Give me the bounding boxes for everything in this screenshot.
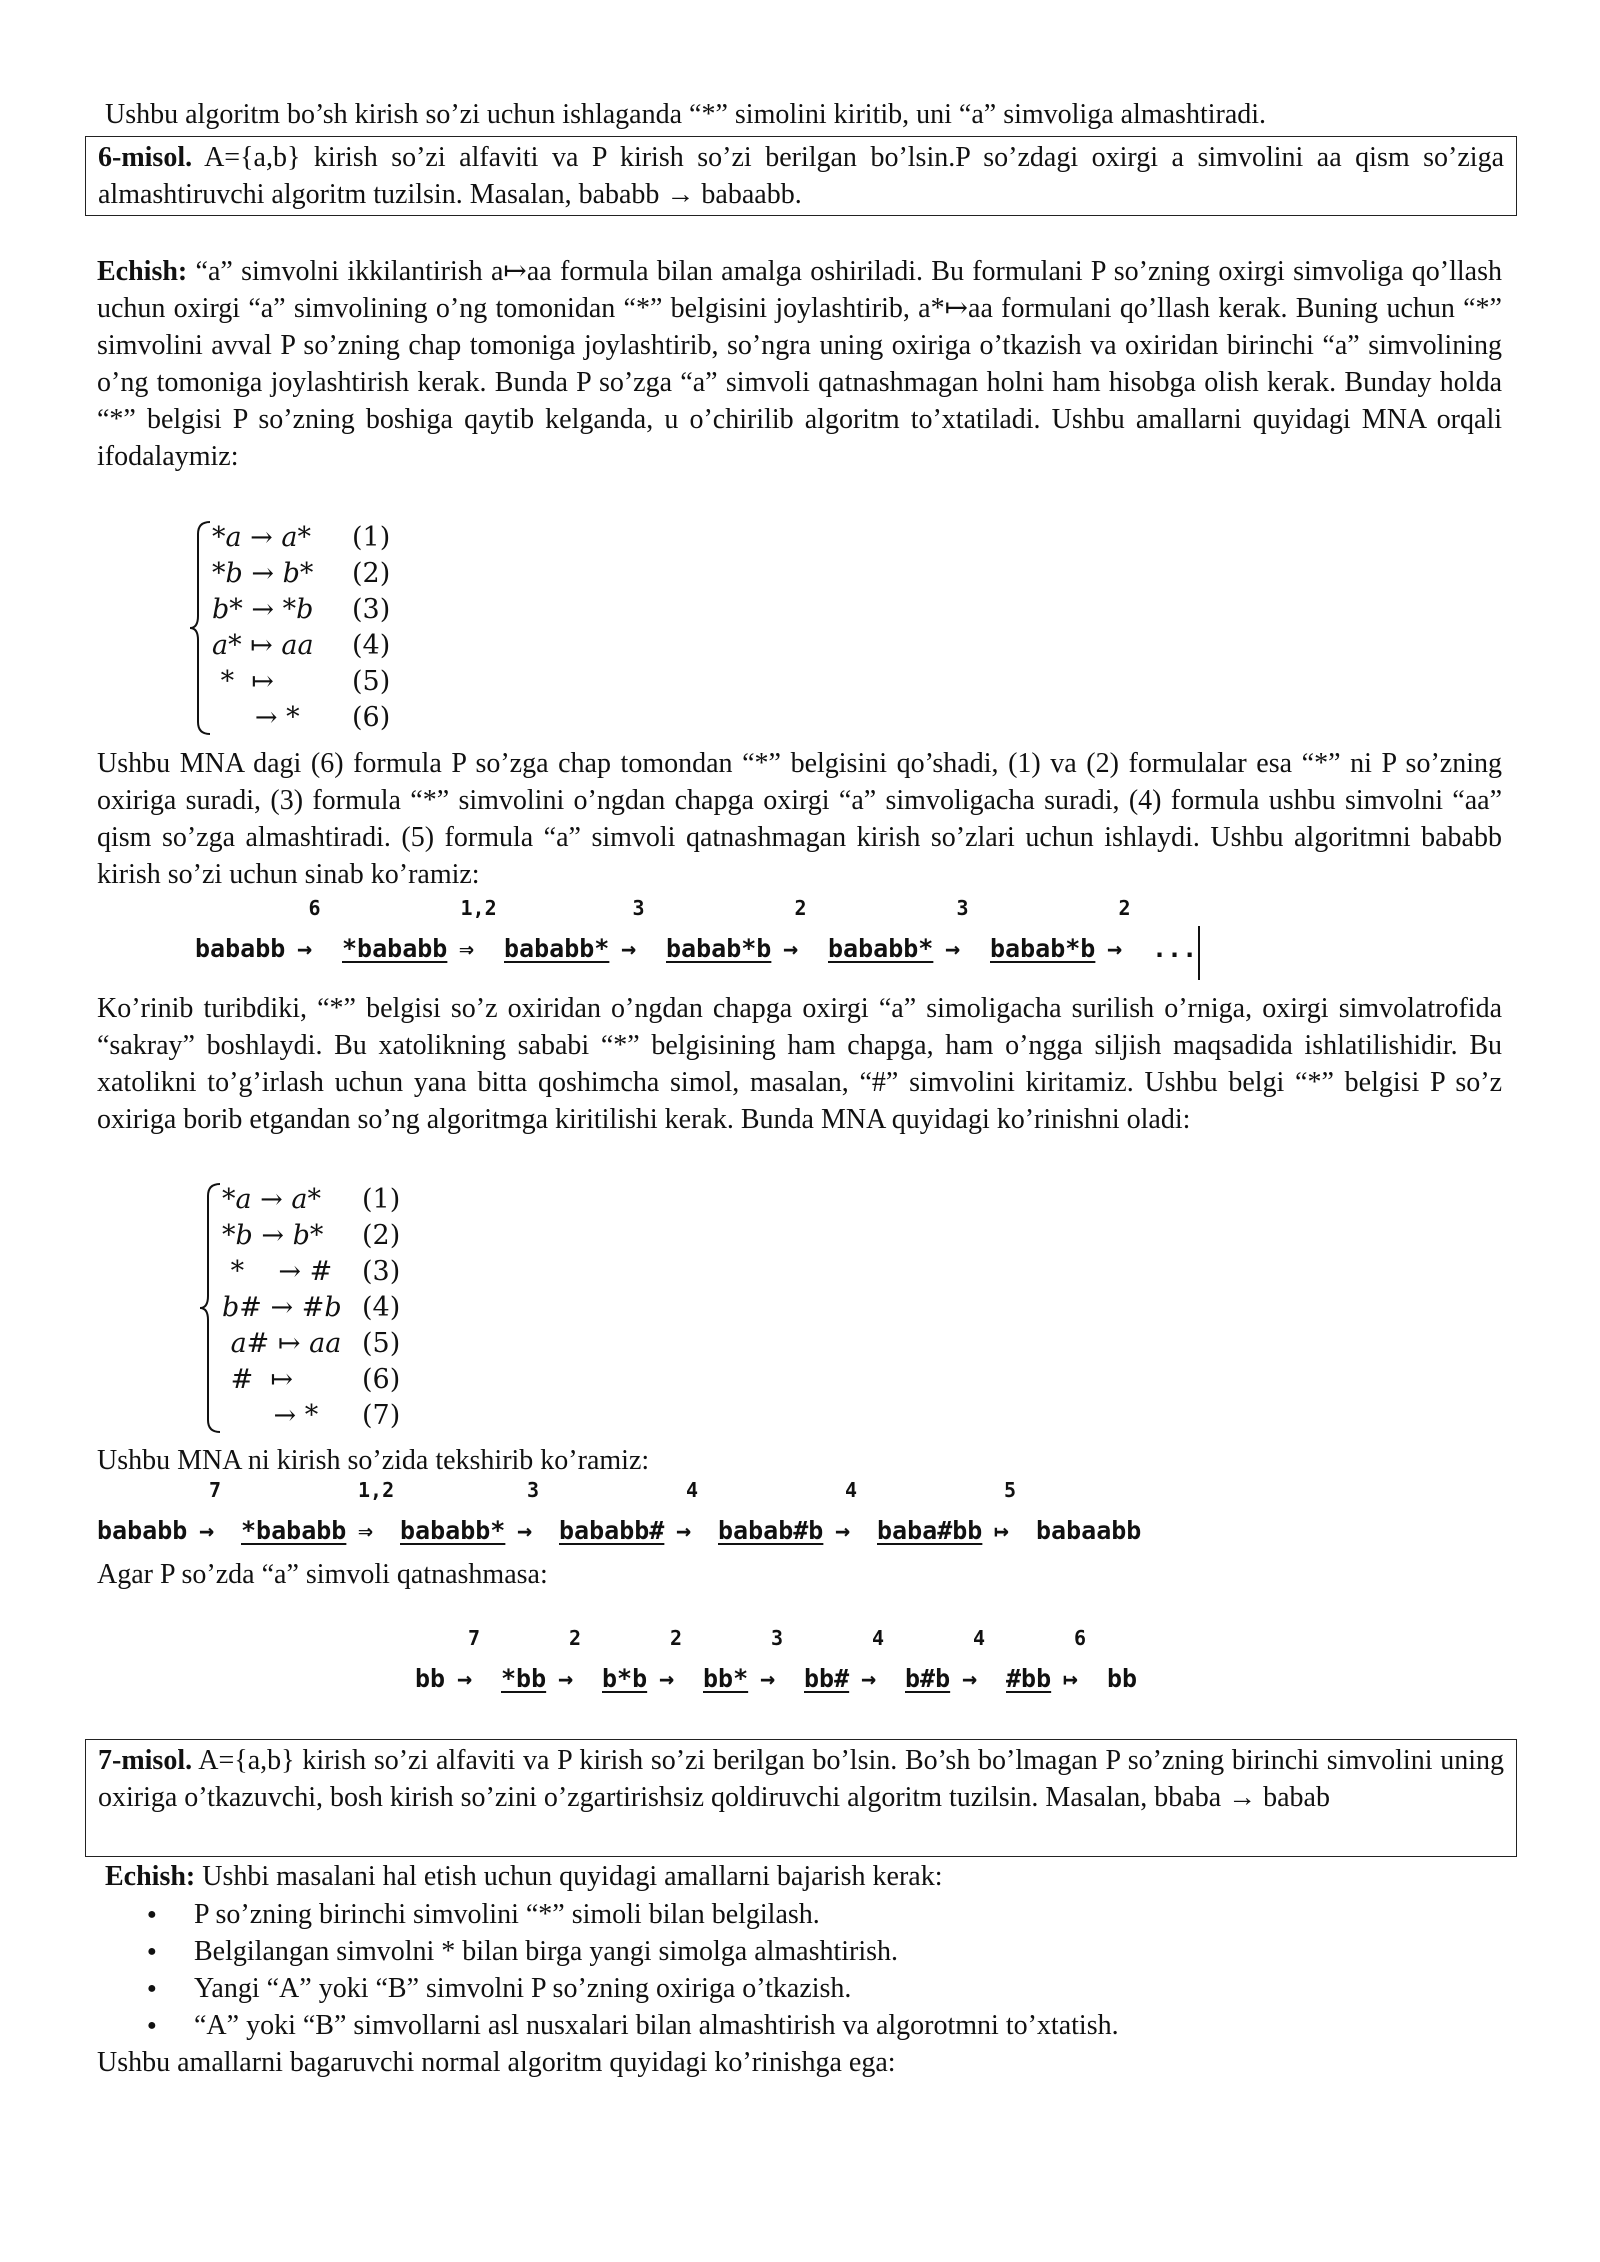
trace-word: bababb* [828, 934, 934, 963]
step-number: 3 [771, 1626, 784, 1650]
trace-arrow: ↦ [994, 1516, 1010, 1545]
mna-system-1 [190, 520, 430, 736]
trace-arrow: → [962, 1664, 978, 1693]
solution7-text: Ushbi masalani hal etish uchun quyidagi amallarni bajarish kerak: [195, 1861, 943, 1892]
step-number: 3 [527, 1478, 540, 1502]
trace-word: babab*b [666, 934, 772, 963]
intro-line: Ushbu algoritm bo’sh kirish so’zi uchun ishlaganda “*” simolini kiritib, uni “a” simvoliga almashtiradi. [105, 99, 1267, 130]
trace-3 [415, 1626, 1315, 1706]
rule-number: (2) [352, 558, 391, 589]
rule-number: (5) [362, 1328, 401, 1359]
solution6-text: “a” simvolni ikkilantirish a↦aa formula bilan amalga oshiriladi. Bu formulani P so’zning oxirgi simvoliga qo’llash uchun oxirgi “a” simvolining o’ng tomonidan “*” belgisini joylashtirib, a*↦aa formulani qo’llash kerak. Buning uchun “*” simvolini avval P so’zning chap tomoniga joylashtirib, so’ngra uning oxiriga o’tkazish va oxiridan birinchi “a” simvolining o’ng tomoniga joylashtirish kerak. Bunda P so’zga “a” simvoli qatnashmagan holni ham hisobga olish kerak. Bunday holda “*” belgisi P so’zning boshiga qaytib kelganda, u o’chirilib algoritm to’xtatiladi. Ushbu amallarni quyidagi MNA orqali ifodalaymiz: [97, 256, 1502, 472]
rule-formula: a# ↦ aa [222, 1328, 342, 1359]
trace-arrow: → [760, 1664, 776, 1693]
step-number: 3 [632, 896, 645, 920]
trace-word: bababb# [559, 1516, 665, 1545]
mna-rule [222, 1254, 401, 1290]
rule-formula: *a → a* [212, 522, 311, 553]
trace-arrow: → [835, 1516, 851, 1545]
end-bar [1198, 926, 1200, 980]
list-item: ● Yangi “A” yoki “B” simvolni P so’zning oxiriga o’tkazish. [97, 1970, 1119, 2007]
step-number: 4 [845, 1478, 858, 1502]
step-number: 7 [209, 1478, 222, 1502]
trace-1 [195, 896, 1345, 986]
example6-label: 6-misol. [98, 142, 193, 173]
trace-word: babab*b [990, 934, 1096, 963]
mna-rule [212, 520, 391, 556]
mna-rule [222, 1362, 401, 1398]
no-a-line: Agar P so’zda “a” simvoli qatnashmasa: [97, 1559, 548, 1590]
trace-word: baba#bb [877, 1516, 983, 1545]
step-number: 2 [569, 1626, 582, 1650]
step-number: 7 [468, 1626, 481, 1650]
rule-formula: a* ↦ aa [212, 630, 314, 661]
rule-formula: * → # [222, 1256, 333, 1287]
solution6-label: Echish: [97, 256, 188, 287]
rule-number: (6) [362, 1364, 401, 1395]
trace-arrow: → [297, 934, 313, 963]
example6-box [85, 136, 1517, 216]
rule-number: (7) [362, 1400, 401, 1431]
left-brace-icon [200, 1182, 222, 1434]
trace-word: #bb [1006, 1664, 1052, 1693]
mna-rule [222, 1182, 401, 1218]
trace-arrow: → [457, 1664, 473, 1693]
trace-arrow: → [659, 1664, 675, 1693]
list-item: ● “A” yoki “B” simvollarni asl nusxalari bilan almashtirish va algorotmni to’xtatish. [97, 2007, 1119, 2044]
step-number: 6 [1074, 1626, 1087, 1650]
rule-number: (1) [352, 522, 391, 553]
step-number: 4 [872, 1626, 885, 1650]
rule-formula: *b → b* [222, 1220, 324, 1251]
rule-number: (3) [352, 594, 391, 625]
rule-number: (2) [362, 1220, 401, 1251]
mna-rule [212, 628, 391, 664]
trace-arrow: → [676, 1516, 692, 1545]
mna-rule [222, 1290, 401, 1326]
step-number: 3 [956, 896, 969, 920]
rule-formula: → * [212, 702, 300, 733]
trace-word: bababb [195, 934, 286, 963]
mna-rule [212, 592, 391, 628]
step-number: 4 [686, 1478, 699, 1502]
rule-number: (4) [362, 1292, 401, 1323]
trace-arrow: → [1107, 934, 1123, 963]
rule-formula: *a → a* [222, 1184, 321, 1215]
mna-rule [212, 556, 391, 592]
rule-number: (1) [362, 1184, 401, 1215]
step-number: 1,2 [460, 896, 497, 920]
step-number: 2 [1118, 896, 1131, 920]
steps-list [97, 1896, 1119, 2044]
trace-word: babab#b [718, 1516, 824, 1545]
trace-word: bababb [97, 1516, 188, 1545]
trace-word: ... [1152, 934, 1198, 963]
trace-2 [97, 1478, 1277, 1558]
trace-word: bb# [804, 1664, 850, 1693]
step-number: 1,2 [358, 1478, 395, 1502]
list-item: ● P so’zning birinchi simvolini “*” simoli bilan belgilash. [97, 1896, 1119, 1933]
solution6-paragraph [97, 253, 1502, 475]
trace-word: babaabb [1036, 1516, 1142, 1545]
trace-word: bababb* [400, 1516, 506, 1545]
trace-arrow: ↦ [1063, 1664, 1079, 1693]
trace-arrow: → [517, 1516, 533, 1545]
mna-rule [212, 700, 391, 736]
trace-word: *bababb [342, 934, 448, 963]
example6-text: A={a,b} kirish so’zi alfaviti va P kirish so’zi berilgan bo’lsin.P so’zdagi oxirgi a simvolini aa qism so’ziga almashtiruvchi algoritm tuzilsin. Masalan, bababb → babaabb. [98, 142, 1504, 210]
mna-rule [222, 1398, 401, 1434]
trace-arrow: → [621, 934, 637, 963]
rule-formula: * ↦ [212, 666, 274, 697]
rule-formula: # ↦ [222, 1364, 293, 1395]
trace-word: *bb [501, 1664, 547, 1693]
rule-formula: b# → #b [222, 1292, 342, 1323]
list-item: ● Belgilangan simvolni * bilan birga yangi simolga almashtirish. [97, 1933, 1119, 1970]
rule-formula: *b → b* [212, 558, 314, 589]
example7-box [85, 1739, 1517, 1857]
step-number: 2 [794, 896, 807, 920]
trace-arrow: ⇒ [358, 1516, 374, 1545]
mna-system-2 [200, 1182, 440, 1434]
trace-arrow: → [861, 1664, 877, 1693]
rule-number: (6) [352, 702, 391, 733]
mna-rule [212, 664, 391, 700]
trace-word: b#b [905, 1664, 951, 1693]
rule-formula: → * [222, 1400, 319, 1431]
trace-arrow: → [558, 1664, 574, 1693]
step-number: 6 [308, 896, 321, 920]
example7-label: 7-misol. [98, 1745, 193, 1776]
explain1-paragraph: Ushbu MNA dagi (6) formula P so’zga chap tomondan “*” belgisini qo’shadi, (1) va (2) formulalar esa “*” ni P so’zning oxiriga suradi, (3) formula “*” simvolini o’ngdan chapga oxirgi “a” simvoligacha suradi, (4) formula ushbu simvolni “aa” qism so’zga almashtiradi. (5) formula “a” simvoli qatnashmagan kirish so’zlari uchun ishlaydi. Ushbu algoritmni bababb kirish so’zi uchun sinab ko’ramiz: [97, 748, 1502, 890]
trace-arrow: → [783, 934, 799, 963]
trace-word: *bababb [241, 1516, 347, 1545]
trace-word: bababb* [504, 934, 610, 963]
mna-rule [222, 1326, 401, 1362]
solution7-label: Echish: [105, 1861, 196, 1892]
mna-rule [222, 1218, 401, 1254]
explain2-paragraph: Ko’rinib turibdiki, “*” belgisi so’z oxiridan o’ngdan chapga oxirgi “a” simoligacha surilish o’rniga, oxirgi simvolatrofida “sakray” boshlaydi. Bu xatolikning sababi “*” belgisining ham chapga, ham o’ngga siljish maqsadida ishlatilishidir. Bu xatolikni to’g’irlash uchun yana bitta qoshimcha simol, masalan, “#” simvolini kiritamiz. Ushbu belgi “*” belgisi P so’z oxiriga borib etgandan so’ng algoritmga kiritilishi kerak. Bunda MNA quyidagi ko’rinishni oladi: [97, 993, 1502, 1135]
left-brace-icon [190, 520, 212, 736]
trace-arrow: → [945, 934, 961, 963]
rule-number: (3) [362, 1256, 401, 1287]
trace-word: b*b [602, 1664, 648, 1693]
trace-word: bb* [703, 1664, 749, 1693]
rule-number: (4) [352, 630, 391, 661]
step-number: 4 [973, 1626, 986, 1650]
check-line: Ushbu MNA ni kirish so’zida tekshirib ko’ramiz: [97, 1445, 650, 1476]
rule-number: (5) [352, 666, 391, 697]
trace-arrow: → [199, 1516, 215, 1545]
rule-formula: b* → *b [212, 594, 314, 625]
trace-word: bb [1107, 1664, 1138, 1693]
example7-text: A={a,b} kirish so’zi alfaviti va P kirish so’zi berilgan bo’lsin. Bo’sh bo’lmagan P so’zning birinchi simvolini uning oxiriga o’tkazuvchi, bosh kirish so’zini o’zgartirishsiz qoldiruvchi algoritm tuzilsin. Masalan, bbaba → babab [98, 1745, 1504, 1813]
step-number: 5 [1004, 1478, 1017, 1502]
trace-arrow: ⇒ [459, 934, 475, 963]
step-number: 2 [670, 1626, 683, 1650]
closing-line: Ushbu amallarni bagaruvchi normal algoritm quyidagi ko’rinishga ega: [97, 2047, 896, 2078]
trace-word: bb [415, 1664, 446, 1693]
solution7-line [105, 1858, 943, 1895]
